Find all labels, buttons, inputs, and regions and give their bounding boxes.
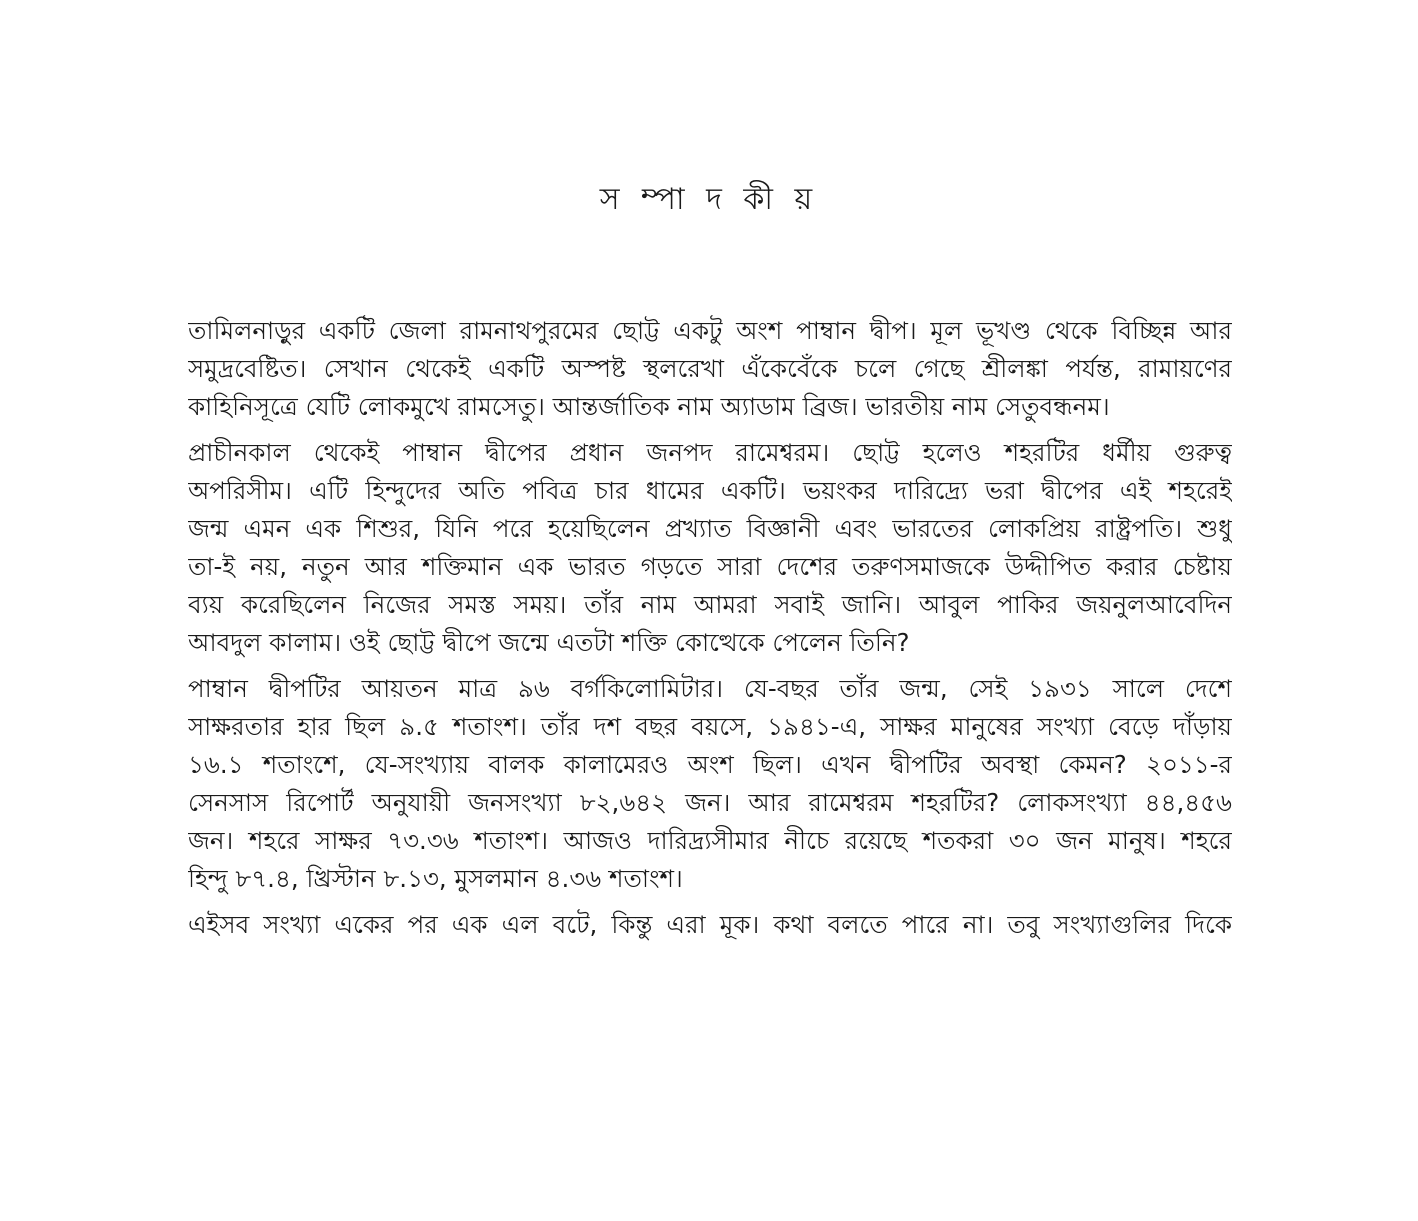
text-line: অপরিসীম। এটি হিন্দুদের অতি পবিত্র চার ধামের একটি। ভয়ংকর দারিদ্র্যে ভরা দ্বীপের এই শহরেই <box>188 476 1232 505</box>
text-line: আবদুল কালাম। ওই ছোট্ট দ্বীপে জন্মে এতটা শক্তি কোত্থেকে পেলেন তিনি? <box>188 628 910 657</box>
article-body <box>188 312 1232 952</box>
paragraph-1 <box>188 312 1232 426</box>
text-line: প্রাচীনকাল থেকেই পাম্বান দ্বীপের প্রধান জনপদ রামেশ্বরম। ছোট্ট হলেও শহরটির ধর্মীয় গুরুত্ব <box>188 438 1232 467</box>
text-line: হিন্দু ৮৭.৪, খ্রিস্টান ৮.১৩, মুসলমান ৪.৩৬ শতাংশ। <box>188 864 683 893</box>
text-line: জন। শহরে সাক্ষর ৭৩.৩৬ শতাংশ। আজও দারিদ্র্যসীমার নীচে রয়েছে শতকরা ৩০ জন মানুষ। শহরে <box>188 826 1232 855</box>
text-line: সেনসাস রিপোর্ট অনুযায়ী জনসংখ্যা ৮২,৬৪২ জন। আর রামেশ্বরম শহরটির? লোকসংখ্যা ৪৪,৪৫৬ <box>188 788 1232 817</box>
paragraph-4 <box>188 906 1232 944</box>
text-line: ১৬.১ শতাংশে, যে-সংখ্যায় বালক কালামেরও অংশ ছিল। এখন দ্বীপটির অবস্থা কেমন? ২০১১-র <box>188 750 1232 779</box>
text-line: তামিলনাড়ুর একটি জেলা রামনাথপুরমের ছোট্ট একটু অংশ পাম্বান দ্বীপ। মূল ভূখণ্ড থেকে বিচ্ছিন্ন আর <box>188 316 1232 345</box>
text-line: তা-ই নয়, নতুন আর শক্তিমান এক ভারত গড়তে সারা দেশের তরুণসমাজকে উদ্দীপিত করার চেষ্টায় <box>188 552 1232 581</box>
paragraph-2 <box>188 434 1232 662</box>
paragraph-3 <box>188 670 1232 898</box>
page-title: স ম্পা দ কী য় <box>599 182 819 217</box>
text-line: সাক্ষরতার হার ছিল ৯.৫ শতাংশ। তাঁর দশ বছর বয়সে, ১৯৪১-এ, সাক্ষর মানুষের সংখ্যা বেড়ে দাঁড়ায় <box>188 712 1232 741</box>
text-line: এইসব সংখ্যা একের পর এক এল বটে, কিন্তু এরা মূক। কথা বলতে পারে না। তবু সংখ্যাগুলির দিকে <box>188 910 1232 939</box>
text-line: ব্যয় করেছিলেন নিজের সমস্ত সময়। তাঁর নাম আমরা সবাই জানি। আবুল পাকির জয়নুলআবেদিন <box>188 590 1232 619</box>
text-line: জন্ম এমন এক শিশুর, যিনি পরে হয়েছিলেন প্রখ্যাত বিজ্ঞানী এবং ভারতের লোকপ্রিয় রাষ্ট্রপতি। শুধু <box>188 514 1232 543</box>
text-line: কাহিনিসূত্রে যেটি লোকমুখে রামসেতু। আন্তর্জাতিক নাম অ্যাডাম ব্রিজ। ভারতীয় নাম সেতুবন্ধনম। <box>188 392 1110 421</box>
text-line: পাম্বান দ্বীপটির আয়তন মাত্র ৯৬ বর্গকিলোমিটার। যে-বছর তাঁর জন্ম, সেই ১৯৩১ সালে দেশে <box>188 674 1232 703</box>
text-line: সমুদ্রবেষ্টিত। সেখান থেকেই একটি অস্পষ্ট স্থলরেখা এঁকেবেঁকে চলে গেছে শ্রীলঙ্কা পর্যন্ত, রামায়ণের <box>188 354 1232 383</box>
